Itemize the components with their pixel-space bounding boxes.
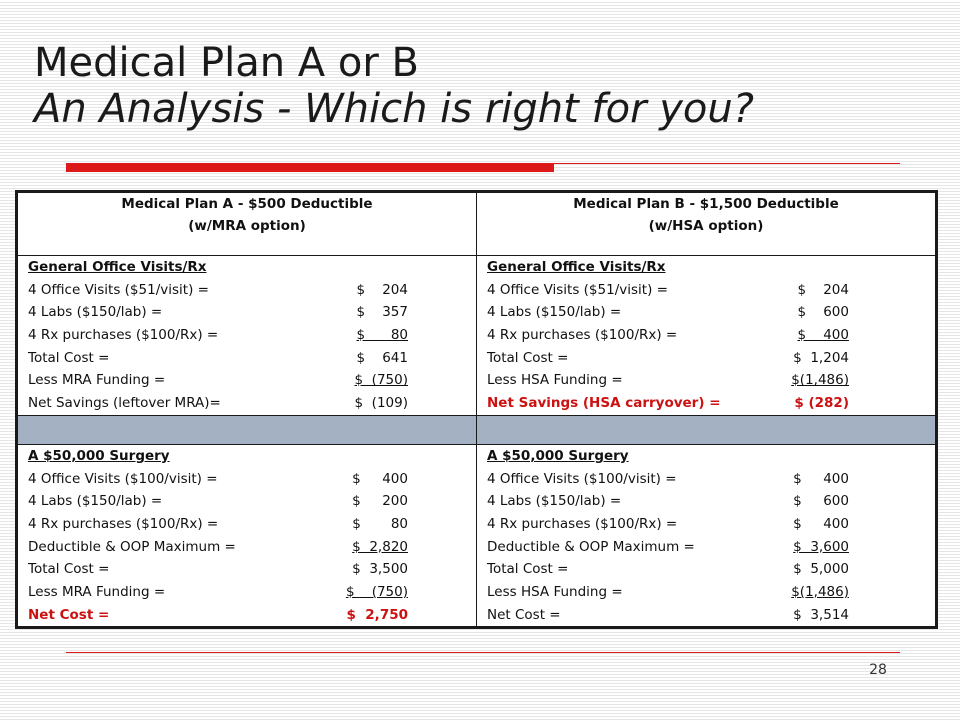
plan-b-visits-funding: Less HSA Funding = $(1,486) <box>487 372 849 389</box>
plan-a-visits-net: Net Savings (leftover MRA)= $ (109) <box>28 395 408 412</box>
plan-b-surgery-total: Total Cost = $ 5,000 <box>487 561 849 578</box>
plan-a-surgery-deductible: Deductible & OOP Maximum = $ 2,820 <box>28 538 408 555</box>
separator-cell-a <box>17 415 477 444</box>
plan-a-surgery-net: Net Cost = $ 2,750 <box>28 606 408 623</box>
plan-b-surgery-rx: 4 Rx purchases ($100/Rx) = $ 400 <box>487 515 849 532</box>
plan-b-surgery-heading: A $50,000 Surgery <box>487 447 629 464</box>
surgery-row <box>17 444 937 628</box>
plan-a-surgery-cell <box>17 444 477 628</box>
plan-a-visits-cell <box>17 256 477 416</box>
plan-b-surgery-net: Net Cost = $ 3,514 <box>487 606 849 623</box>
plan-a-visits-funding: Less MRA Funding = $ (750) <box>28 372 408 389</box>
plan-a-surgery-funding: Less MRA Funding = $ (750) <box>28 583 408 600</box>
plan-b-visits-office: 4 Office Visits ($51/visit) = $ 204 <box>487 281 849 298</box>
plan-b-visits-cell <box>477 256 937 416</box>
separator-cell-b <box>477 415 937 444</box>
slide-title <box>34 40 914 132</box>
accent-rule-bottom <box>66 652 900 653</box>
accent-rule-top <box>554 163 900 164</box>
plan-a-title: Medical Plan A - $500 Deductible <box>121 196 373 212</box>
slide-number: 28 <box>869 662 887 678</box>
plan-comparison-table <box>15 190 938 629</box>
plan-b-surgery-labs: 4 Labs ($150/lab) = $ 600 <box>487 493 849 510</box>
plan-a-visits-office: 4 Office Visits ($51/visit) = $ 204 <box>28 281 408 298</box>
plan-b-option: (w/HSA option) <box>648 218 764 234</box>
plan-a-surgery-rx: 4 Rx purchases ($100/Rx) = $ 80 <box>28 515 408 532</box>
plan-b-title: Medical Plan B - $1,500 Deductible <box>573 196 839 212</box>
plan-b-visits-rx: 4 Rx purchases ($100/Rx) = $ 400 <box>487 327 849 344</box>
header-row <box>17 192 937 256</box>
plan-b-surgery-cell <box>477 444 937 628</box>
plan-a-header <box>17 192 477 256</box>
plan-a-visits-labs: 4 Labs ($150/lab) = $ 357 <box>28 304 408 321</box>
title-subtitle: An Analysis - Which is right for you? <box>34 86 754 132</box>
plan-a-surgery-total: Total Cost = $ 3,500 <box>28 561 408 578</box>
plan-b-header <box>477 192 937 256</box>
accent-bar <box>66 163 554 172</box>
plan-b-surgery-deductible: Deductible & OOP Maximum = $ 3,600 <box>487 538 849 555</box>
plan-a-visits-rx: 4 Rx purchases ($100/Rx) = $ 80 <box>28 327 408 344</box>
plan-a-surgery-office: 4 Office Visits ($100/visit) = $ 400 <box>28 470 408 487</box>
plan-a-visits-heading: General Office Visits/Rx <box>28 259 207 275</box>
plan-b-surgery-funding: Less HSA Funding = $(1,486) <box>487 583 849 600</box>
plan-b-visits-heading: General Office Visits/Rx <box>487 259 666 275</box>
title-main: Medical Plan A or B <box>34 40 419 86</box>
plan-b-visits-net: Net Savings (HSA carryover) = $ (282) <box>487 395 849 412</box>
plan-b-surgery-office: 4 Office Visits ($100/visit) = $ 400 <box>487 470 849 487</box>
plan-b-visits-total: Total Cost = $ 1,204 <box>487 349 849 366</box>
plan-a-surgery-heading: A $50,000 Surgery <box>28 447 170 464</box>
separator-row <box>17 415 937 444</box>
visits-row <box>17 256 937 416</box>
plan-a-option: (w/MRA option) <box>188 218 306 234</box>
plan-b-visits-labs: 4 Labs ($150/lab) = $ 600 <box>487 304 849 321</box>
plan-a-surgery-labs: 4 Labs ($150/lab) = $ 200 <box>28 493 408 510</box>
plan-a-visits-total: Total Cost = $ 641 <box>28 349 408 366</box>
